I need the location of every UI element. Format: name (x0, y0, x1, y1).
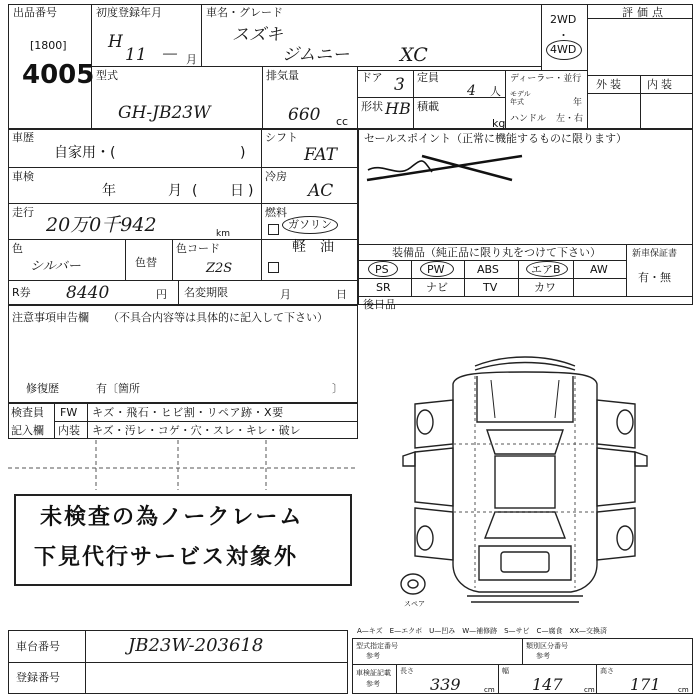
model-year-label: モデル年式 (510, 90, 531, 106)
color-code-label: 色コード (176, 242, 220, 255)
divider (464, 260, 465, 296)
inspection-close: ) (248, 183, 254, 199)
length-unit: cm (484, 686, 495, 694)
type-designation-label-1: 型式指定番号 (356, 642, 398, 650)
divider (640, 75, 641, 129)
inspection-month: 月 (168, 183, 182, 199)
divider (8, 167, 358, 168)
rear-glass (485, 512, 565, 538)
shift-label: シフト (265, 131, 298, 144)
inspector-in-text: キズ・汚レ・コゲ・穴・スレ・キレ・破レ (92, 424, 301, 437)
inspection-label: 車検 (12, 170, 34, 183)
left-door (415, 448, 453, 506)
recycle-label: R券 (12, 286, 31, 299)
inspector-label-2: 記入欄 (11, 424, 44, 437)
divider (358, 244, 693, 245)
divider (498, 664, 499, 694)
front-bumper (475, 357, 575, 366)
left-fender (415, 400, 453, 448)
divider (54, 421, 358, 422)
class-label-1: 類別区分番号 (526, 642, 568, 650)
color-alt-label: 色替 (135, 256, 157, 269)
inspector-fw: FW (60, 406, 78, 419)
chassis-value: JB23W-203618 (128, 635, 264, 656)
equip-sr: SR (376, 281, 391, 294)
equip-airbag: エアB (531, 263, 561, 276)
history-label: 車歴 (12, 131, 34, 144)
model-year-unit: 年 (573, 98, 583, 108)
divider (261, 129, 262, 280)
color-label: 色 (12, 242, 23, 255)
repair-close: 〕 (332, 382, 343, 395)
equip-aw: AW (590, 263, 608, 276)
fuel-gasoline: ガソリン (288, 218, 332, 231)
ac-value: AC (308, 181, 334, 201)
new-reg-label: 新車保証書 (632, 249, 678, 259)
history-value: 自家用・( (54, 145, 116, 161)
dashed-memo-lines (8, 440, 358, 490)
score-label: 評価点 (622, 6, 667, 19)
first-reg-month-unit: 月 (186, 53, 197, 66)
divider (357, 97, 505, 98)
divider (87, 403, 88, 439)
fuel-checkbox-gasoline[interactable] (268, 224, 279, 235)
divider (411, 260, 412, 296)
spare-label: スペア (404, 600, 425, 608)
dealer-label: ディーラー・並行 (510, 74, 582, 84)
fuel-diesel: 軽 油 (292, 239, 334, 255)
score-int: 内装 (647, 78, 675, 91)
divider (85, 630, 86, 694)
capacity-label: 定員 (417, 71, 439, 84)
inspector-label-1: 検査員 (11, 406, 44, 419)
model-grade: XC (400, 44, 428, 66)
length-label: 長さ (400, 667, 414, 675)
right-quarter (597, 508, 635, 560)
drive-dot: ・ (558, 29, 569, 42)
equip-leather: カワ (534, 281, 556, 294)
shift-value: FAT (304, 145, 338, 165)
width-unit: cm (584, 686, 595, 694)
notes-label: 注意事項申告欄 (12, 311, 89, 324)
mileage-unit: km (216, 229, 230, 239)
inspection-day: 日 (230, 183, 244, 199)
divider (178, 280, 179, 305)
lot-label: 出品番号 (13, 6, 57, 19)
divider (358, 296, 693, 297)
repair-label: 修復歴 (26, 382, 59, 395)
displacement-label: 排気量 (266, 69, 299, 82)
inspector-fw-text: キズ・飛石・ヒビ割・リペア跡・X要 (92, 406, 284, 419)
divider (91, 66, 541, 67)
history-close: ) (240, 145, 246, 161)
inspector-in: 内装 (58, 424, 80, 437)
fuel-label: 燃料 (265, 206, 287, 219)
height-value: 171 (630, 675, 661, 694)
displacement-value: 660 (288, 105, 321, 125)
first-reg-year: 11 (125, 45, 147, 65)
lot-number: 4005 (22, 60, 95, 90)
equip-abs: ABS (477, 263, 499, 276)
chassis-label: 車台番号 (16, 640, 60, 653)
divider (172, 239, 173, 280)
banner-line-1: 未検査の為ノークレーム (40, 505, 304, 530)
divider (573, 260, 574, 296)
class-label-2: 参考 (536, 652, 550, 660)
recycle-unit: 円 (156, 288, 167, 301)
equip-navi: ナビ (426, 281, 448, 294)
roof (495, 456, 555, 508)
model-label: 車名・グレード (206, 6, 283, 19)
model-name: ジムニー (282, 45, 350, 65)
ac-label: 冷房 (265, 170, 287, 183)
divider (522, 638, 523, 664)
notes-sub: （不具合内容等は具体的に記入して下さい） (108, 311, 328, 324)
equip-pw: PW (427, 263, 445, 276)
equip-tv: TV (483, 281, 498, 294)
first-reg-era: H (108, 32, 123, 52)
divider (541, 4, 542, 70)
name-change-label: 名変期限 (184, 286, 228, 299)
divider (587, 18, 693, 19)
score-ext: 外装 (596, 78, 624, 91)
recycle-value: 8440 (66, 283, 110, 303)
equipment-label: 装備品（純正品に限り丸をつけて下さい） (392, 246, 601, 259)
doors-label: ドア (361, 71, 383, 84)
lot-code: [1800] (30, 39, 67, 52)
type-label: 型式 (96, 69, 118, 82)
load-unit: kg (492, 117, 506, 130)
reg-no-label: 登録番号 (16, 671, 60, 684)
length-value: 339 (430, 675, 461, 694)
fuel-checkbox-diesel[interactable] (268, 262, 279, 273)
model-maker: スズキ (232, 25, 283, 45)
mileage-value: 20万0千942 (46, 214, 157, 236)
color-code: Z2S (206, 261, 233, 276)
right-fender (597, 400, 635, 448)
divider (262, 66, 263, 129)
first-reg-label: 初度登録年月 (96, 6, 162, 19)
name-change-day: 日 (336, 288, 347, 301)
capacity-unit: 人 (490, 85, 501, 98)
divider (125, 239, 126, 280)
divider (357, 70, 587, 71)
post-doc-label: 後日品 (363, 298, 396, 311)
divider (413, 70, 414, 129)
repair-value: 有〔箇所 (96, 382, 140, 395)
sales-label: セールスポイント（正常に機能するものに限ります） (364, 132, 628, 145)
divider (8, 203, 358, 204)
drive-4wd: 4WD (550, 43, 577, 56)
divider (396, 664, 397, 694)
new-reg-value: 有・無 (638, 271, 671, 284)
handle-label: ハンドル (510, 114, 547, 124)
divider (596, 664, 597, 694)
cert-dims-label-2: 参考 (366, 680, 380, 688)
inspection-open: ( (192, 183, 198, 199)
divider (8, 280, 358, 281)
type-designation-label-2: 参考 (366, 652, 380, 660)
divider (626, 244, 627, 296)
divider (201, 4, 202, 66)
cert-dims-label-1: 車検証記載 (356, 669, 391, 677)
handle-options: 左・右 (556, 114, 584, 124)
right-door (597, 448, 635, 506)
divider (518, 260, 519, 296)
divider (8, 662, 348, 663)
damage-legend: A—キズ E—エクボ U—凹み W—補修跡 S—サビ C—腐食 XX—交換済 (357, 627, 608, 635)
displacement-unit: cc (336, 115, 349, 128)
name-change-month: 月 (280, 288, 291, 301)
tailgate (479, 546, 571, 580)
left-quarter (415, 508, 453, 560)
spare-tire (401, 574, 425, 594)
divider (358, 260, 626, 261)
type-value: GH-JB23W (118, 103, 211, 123)
height-label: 高さ (600, 667, 614, 675)
shape-label: 形状 (361, 100, 383, 113)
inspection-year: 年 (102, 183, 116, 199)
capacity-value: 4 (467, 83, 476, 99)
load-label: 積載 (417, 100, 439, 113)
windshield (487, 430, 563, 454)
width-value: 147 (532, 675, 563, 694)
divider (352, 664, 693, 665)
equip-ps: PS (375, 263, 389, 276)
mileage-label: 走行 (12, 206, 34, 219)
drive-2wd: 2WD (550, 13, 577, 26)
car-damage-diagram (395, 352, 650, 617)
divider (54, 403, 55, 439)
width-label: 幅 (502, 667, 509, 675)
divider (358, 278, 626, 279)
height-unit: cm (678, 686, 689, 694)
first-reg-dash: ― (163, 46, 177, 62)
doors-value: 3 (394, 75, 405, 95)
shape-value: HB (385, 99, 411, 118)
sales-scribble (362, 148, 532, 190)
color-value: シルバー (30, 259, 81, 274)
divider (587, 4, 588, 129)
banner-line-2: 下見代行サービス対象外 (34, 545, 299, 570)
